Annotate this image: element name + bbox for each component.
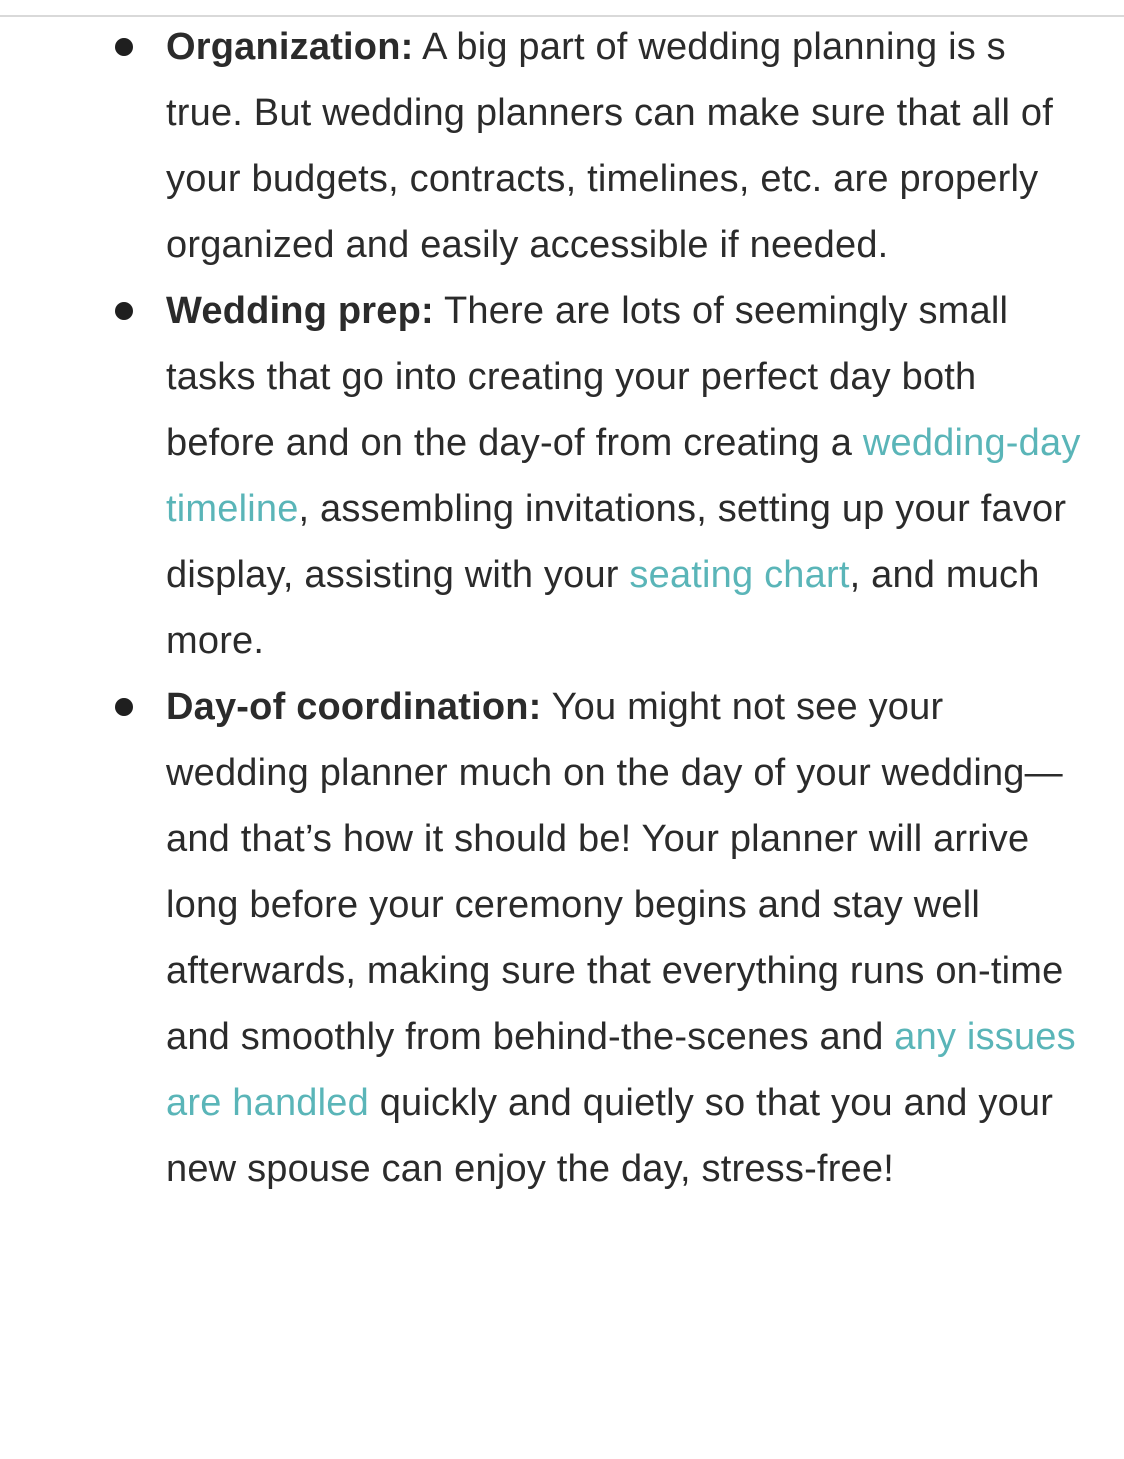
item-text: , and much more. [166, 554, 1040, 662]
list-item [0, 674, 1124, 1202]
bullet-icon [115, 698, 133, 716]
wedding-day-timeline-link[interactable]: wedding-day timeline [166, 422, 1081, 530]
bullet-list [0, 14, 1124, 1202]
seating-chart-link[interactable]: seating chart [629, 554, 850, 596]
item-term: Organization: [166, 26, 414, 68]
issues-handled-link[interactable]: any issues are handled [166, 1016, 1076, 1124]
article-content [0, 14, 1124, 1202]
item-text: A big part of wedding planning is s true. But wedding planners can make sure that all of your budgets, contracts, timelines, etc. are properly organized and easily accessible if needed. [166, 26, 1054, 266]
list-item [0, 14, 1124, 278]
item-text: , assembling invitations, setting up your favor display, assisting with your [166, 488, 1067, 596]
bullet-icon [115, 38, 133, 56]
item-text: quickly and quietly so that you and your new spouse can enjoy the day, stress-free! [166, 1082, 1054, 1190]
item-text: There are lots of seemingly small tasks that go into creating your perfect day both before and on the day-of from creating a [166, 290, 1009, 464]
list-item [0, 278, 1124, 674]
item-term: Wedding prep: [166, 290, 434, 332]
item-term: Day-of coordination: [166, 686, 542, 728]
item-text: You might not see your wedding planner much on the day of your wedding—and that’s how it should be! Your planner will arrive long before your ceremony begins and stay well afterwards, making sure that everything runs on-time and smoothly from behind-the-scenes and [166, 686, 1064, 1058]
bullet-icon [115, 302, 133, 320]
